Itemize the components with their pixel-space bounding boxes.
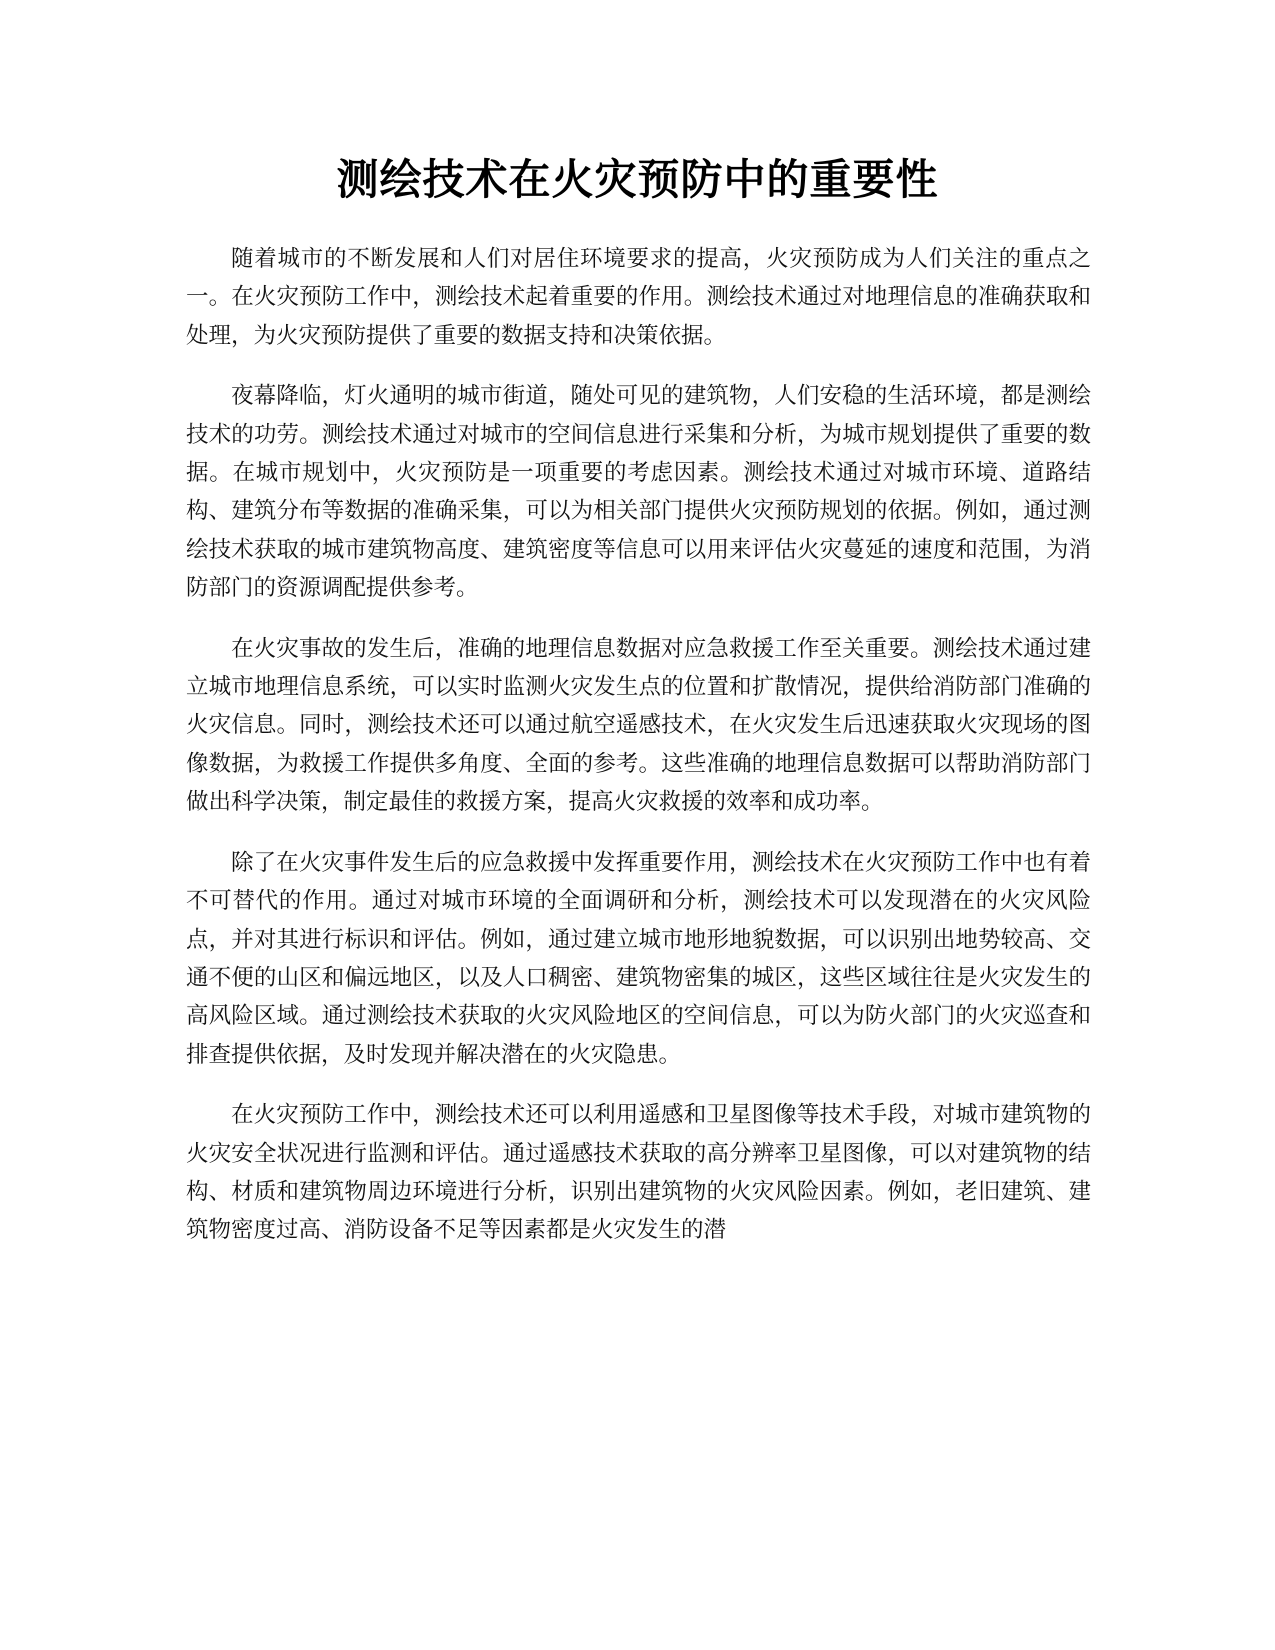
paragraph-2: 夜幕降临，灯火通明的城市街道，随处可见的建筑物，人们安稳的生活环境，都是测绘技术的功劳。测绘技术通过对城市的空间信息进行采集和分析，为城市规划提供了重要的数据。在城市规划中，火灾预防是一项重要的考虑因素。测绘技术通过对城市环境、道路结构、建筑分布等数据的准确采集，可以为相关部门提供火灾预防规划的依据。例如，通过测绘技术获取的城市建筑物高度、建筑密度等信息可以用来评估火灾蔓延的速度和范围，为消防部门的资源调配提供参考。: [186, 383, 1091, 602]
document-body: [186, 240, 1091, 1272]
paragraph-3: 在火灾事故的发生后，准确的地理信息数据对应急救援工作至关重要。测绘技术通过建立城市地理信息系统，可以实时监测火灾发生点的位置和扩散情况，提供给消防部门准确的火灾信息。同时，测绘技术还可以通过航空遥感技术，在火灾发生后迅速获取火灾现场的图像数据，为救援工作提供多角度、全面的参考。这些准确的地理信息数据可以帮助消防部门做出科学决策，制定最佳的救援方案，提高火灾救援的效率和成功率。: [186, 635, 1091, 816]
paragraph-4: 除了在火灾事件发生后的应急救援中发挥重要作用，测绘技术在火灾预防工作中也有着不可替代的作用。通过对城市环境的全面调研和分析，测绘技术可以发现潜在的火灾风险点，并对其进行标识和评估。例如，通过建立城市地形地貌数据，可以识别出地势较高、交通不便的山区和偏远地区，以及人口稠密、建筑物密集的城区，这些区域往往是火灾发生的高风险区域。通过测绘技术获取的火灾风险地区的空间信息，可以为防火部门的火灾巡查和排查提供依据，及时发现并解决潜在的火灾隐患。: [186, 849, 1091, 1068]
paragraph-5: 在火灾预防工作中，测绘技术还可以利用遥感和卫星图像等技术手段，对城市建筑物的火灾安全状况进行监测和评估。通过遥感技术获取的高分辨率卫星图像，可以对建筑物的结构、材质和建筑物周边环境进行分析，识别出建筑物的火灾风险因素。例如，老旧建筑、建筑物密度过高、消防设备不足等因素都是火灾发生的潜: [186, 1102, 1091, 1244]
document-title: 测绘技术在火灾预防中的重要性: [336, 155, 939, 204]
paragraph-1: 随着城市的不断发展和人们对居住环境要求的提高，火灾预防成为人们关注的重点之一。在火灾预防工作中，测绘技术起着重要的作用。测绘技术通过对地理信息的准确获取和处理，为火灾预防提供了重要的数据支持和决策依据。: [186, 246, 1091, 349]
